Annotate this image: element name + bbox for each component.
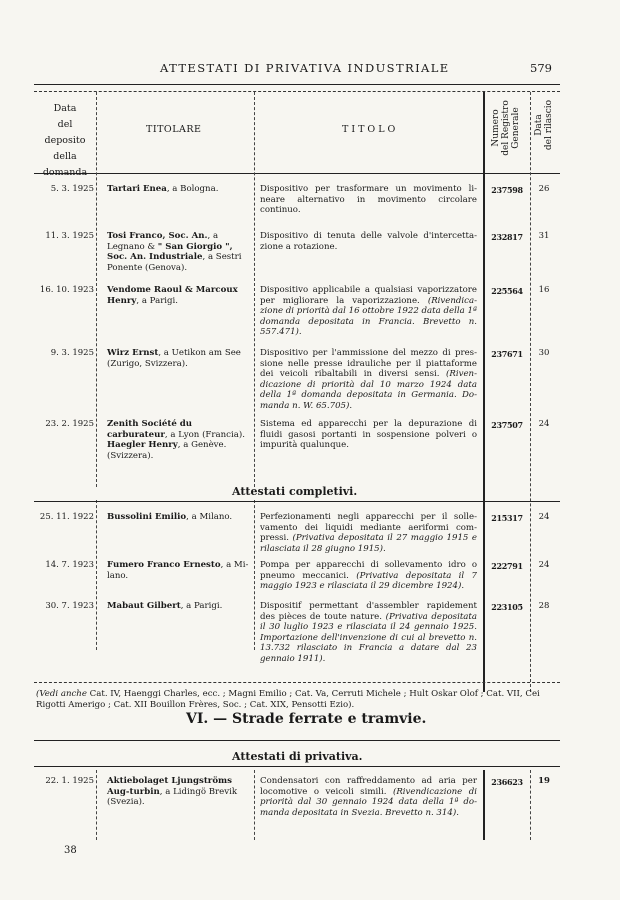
table-bottom-rule [34, 682, 560, 683]
col-sep-titolare [254, 92, 255, 487]
col-sep-titolare-2 [254, 500, 255, 650]
see-also-note: (Vedi anche Cat. IV, Haenggi Charles, ecc. ; Magni Emilio ; Cat. Va, Cerruti Michele ; Hult Oskar Olof ; Cat. VII, Cei Rigotti Amerigo ; Cat. XII Bouillon Frères, Soc. ; Cat. XIX, Pensotti Ezio). [36, 689, 540, 710]
footer-page-mark: 38 [64, 845, 77, 856]
table-top-rule [34, 84, 560, 85]
section-rule-2 [34, 766, 560, 767]
header-titolo: TITOLO [342, 124, 399, 135]
header-registro: Numero del Registro Generale [491, 100, 521, 156]
col-sep-registro [530, 92, 531, 692]
chapter-title: VI. — Strade ferrate e tramvie. [186, 711, 427, 727]
header-rilascio: Data del rilascio [534, 99, 554, 151]
header-date-col: Data del deposito della domanda [42, 103, 88, 178]
col-sep-titolare-3 [254, 770, 255, 840]
col-sep-date [96, 92, 97, 487]
section-rule [34, 501, 560, 502]
section-title-privativa: Attestati di privativa. [232, 750, 363, 763]
col-sep-registro-3 [530, 770, 531, 840]
table-top-dashed-rule [34, 91, 560, 92]
col-sep-date-2 [96, 500, 97, 650]
running-title: ATTESTATI DI PRIVATIVA INDUSTRIALE [160, 61, 450, 75]
chapter-rule [34, 740, 560, 741]
header-titolare: TITOLARE [146, 124, 202, 135]
table-header-rule [34, 173, 560, 174]
page-number: 579 [530, 61, 552, 75]
col-sep-date-3 [96, 770, 97, 840]
section-title-completivi: Attestati completivi. [232, 485, 358, 498]
col-sep-titolo-3 [483, 770, 485, 840]
col-sep-titolo [483, 92, 485, 692]
